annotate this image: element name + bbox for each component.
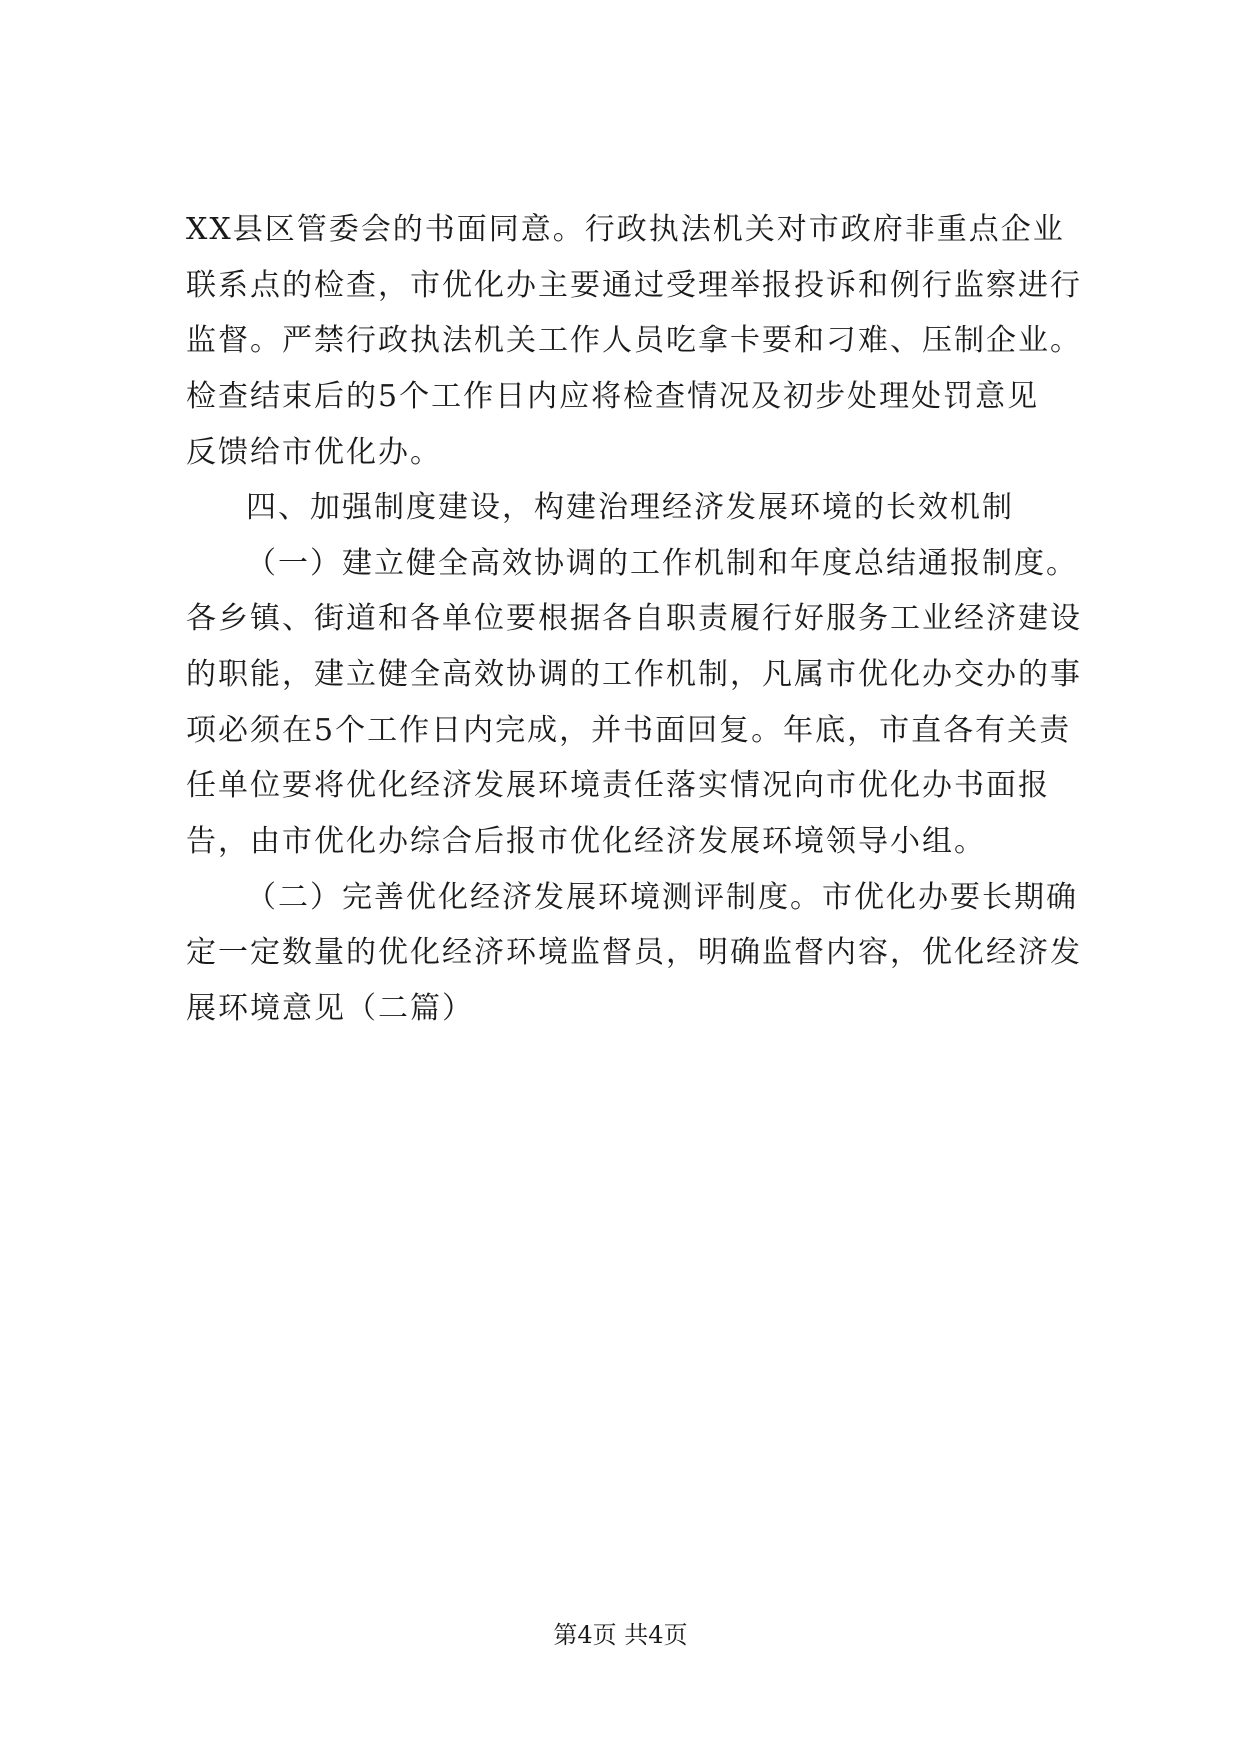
paragraph-3-line-1: （二）完善优化经济发展环境测评制度。市优化办要长期确 bbox=[246, 880, 1078, 915]
page-number-footer: 第4页 共4页 bbox=[553, 1621, 688, 1649]
paragraph-2-line-6: 告，由市优化办综合后报市优化经济发展环境领导小组。 bbox=[186, 824, 986, 859]
paragraph-2-line-4: 项必须在5个工作日内完成，并书面回复。年底，市直各有关责 bbox=[186, 713, 1072, 748]
paragraph-1-line-4: 检查结束后的5个工作日内应将检查情况及初步处理处罚意见 bbox=[186, 379, 1040, 414]
paragraph-2-line-2: 各乡镇、街道和各单位要根据各自职责履行好服务工业经济建设 bbox=[186, 601, 1082, 636]
section-heading-4: 四、加强制度建设，构建治理经济发展环境的长效机制 bbox=[246, 490, 1014, 525]
paragraph-2-line-5: 任单位要将优化经济发展环境责任落实情况向市优化办书面报 bbox=[186, 768, 1050, 803]
paragraph-2-line-1: （一）建立健全高效协调的工作机制和年度总结通报制度。 bbox=[246, 546, 1078, 581]
paragraph-3-line-2: 定一定数量的优化经济环境监督员，明确监督内容，优化经济发 bbox=[186, 935, 1082, 970]
paragraph-3-line-3: 展环境意见（二篇） bbox=[186, 991, 474, 1026]
paragraph-1-line-3: 监督。严禁行政执法机关工作人员吃拿卡要和刁难、压制企业。 bbox=[186, 323, 1082, 358]
paragraph-1-line-1: XX县区管委会的书面同意。行政执法机关对市政府非重点企业 bbox=[186, 212, 1065, 247]
paragraph-1-line-5: 反馈给市优化办。 bbox=[186, 435, 442, 470]
paragraph-2-line-3: 的职能，建立健全高效协调的工作机制，凡属市优化办交办的事 bbox=[186, 657, 1082, 692]
paragraph-1-line-2: 联系点的检查，市优化办主要通过受理举报投诉和例行监察进行 bbox=[186, 268, 1082, 303]
